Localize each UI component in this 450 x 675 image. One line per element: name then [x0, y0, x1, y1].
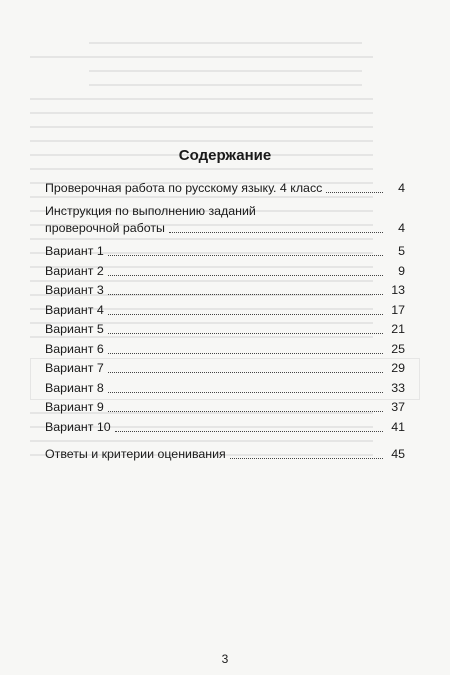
toc-entry[interactable]	[45, 203, 405, 237]
toc-entry-page: 41	[391, 419, 405, 434]
toc-entry[interactable]	[45, 263, 405, 280]
toc-entry-page: 4	[398, 221, 405, 235]
leader-dots	[108, 275, 383, 276]
toc-entry[interactable]	[45, 282, 405, 299]
toc-entry-label: Вариант 10	[45, 419, 111, 434]
leader-dots	[108, 392, 383, 393]
leader-dots	[169, 232, 383, 233]
leader-dots	[108, 372, 383, 373]
page-number: 3	[221, 652, 229, 666]
toc-entry-label: Вариант 6	[45, 341, 104, 356]
toc-entry-label: Ответы и критерии оценивания	[45, 446, 226, 461]
toc-entry-page: 29	[391, 361, 405, 375]
leader-dots	[108, 294, 383, 295]
toc-title: Содержание	[178, 147, 272, 164]
toc-entry-page: 25	[391, 341, 405, 356]
toc-entry[interactable]	[45, 321, 405, 338]
toc-entry-label: Вариант 7	[45, 361, 104, 375]
toc-entry-label: Вариант 5	[45, 322, 104, 336]
toc-entry[interactable]	[45, 360, 405, 377]
toc-entry-label: Вариант 1	[45, 244, 104, 258]
table-of-contents	[45, 180, 405, 463]
toc-entry-page: 37	[391, 400, 405, 414]
leader-dots	[108, 411, 383, 412]
toc-entry[interactable]	[45, 180, 405, 197]
toc-entry-label: Проверочная работа по русскому языку. 4 класс	[45, 181, 323, 195]
toc-entry-label-line1: Инструкция по выполнению заданий	[45, 204, 256, 218]
leader-dots	[115, 431, 383, 432]
leader-dots	[326, 192, 383, 193]
leader-dots	[108, 255, 383, 256]
toc-entry-label: Вариант 2	[45, 263, 104, 278]
toc-entry-page: 33	[391, 380, 405, 395]
toc-entry-page: 17	[391, 302, 405, 317]
toc-entry[interactable]	[45, 302, 405, 319]
toc-entry-page: 9	[398, 263, 405, 278]
toc-entry-page: 13	[391, 283, 405, 297]
toc-entry-label: Вариант 4	[45, 302, 104, 317]
toc-entry-label: проверочной работы	[45, 221, 165, 235]
toc-entry-page: 21	[391, 322, 405, 336]
toc-entry[interactable]	[45, 380, 405, 397]
toc-entry[interactable]	[45, 399, 405, 416]
leader-dots	[108, 314, 383, 315]
toc-entry[interactable]	[45, 243, 405, 260]
toc-entry-label: Вариант 3	[45, 283, 104, 297]
leader-dots	[230, 458, 383, 459]
toc-entry[interactable]	[45, 419, 405, 436]
toc-entry-page: 5	[398, 244, 405, 258]
leader-dots	[108, 333, 383, 334]
toc-entry[interactable]	[45, 446, 405, 463]
toc-entry-label: Вариант 9	[45, 400, 104, 414]
toc-entry-label: Вариант 8	[45, 380, 104, 395]
toc-entry-page: 45	[391, 446, 405, 461]
toc-entry[interactable]	[45, 341, 405, 358]
leader-dots	[108, 353, 383, 354]
toc-entry-page: 4	[398, 181, 405, 195]
